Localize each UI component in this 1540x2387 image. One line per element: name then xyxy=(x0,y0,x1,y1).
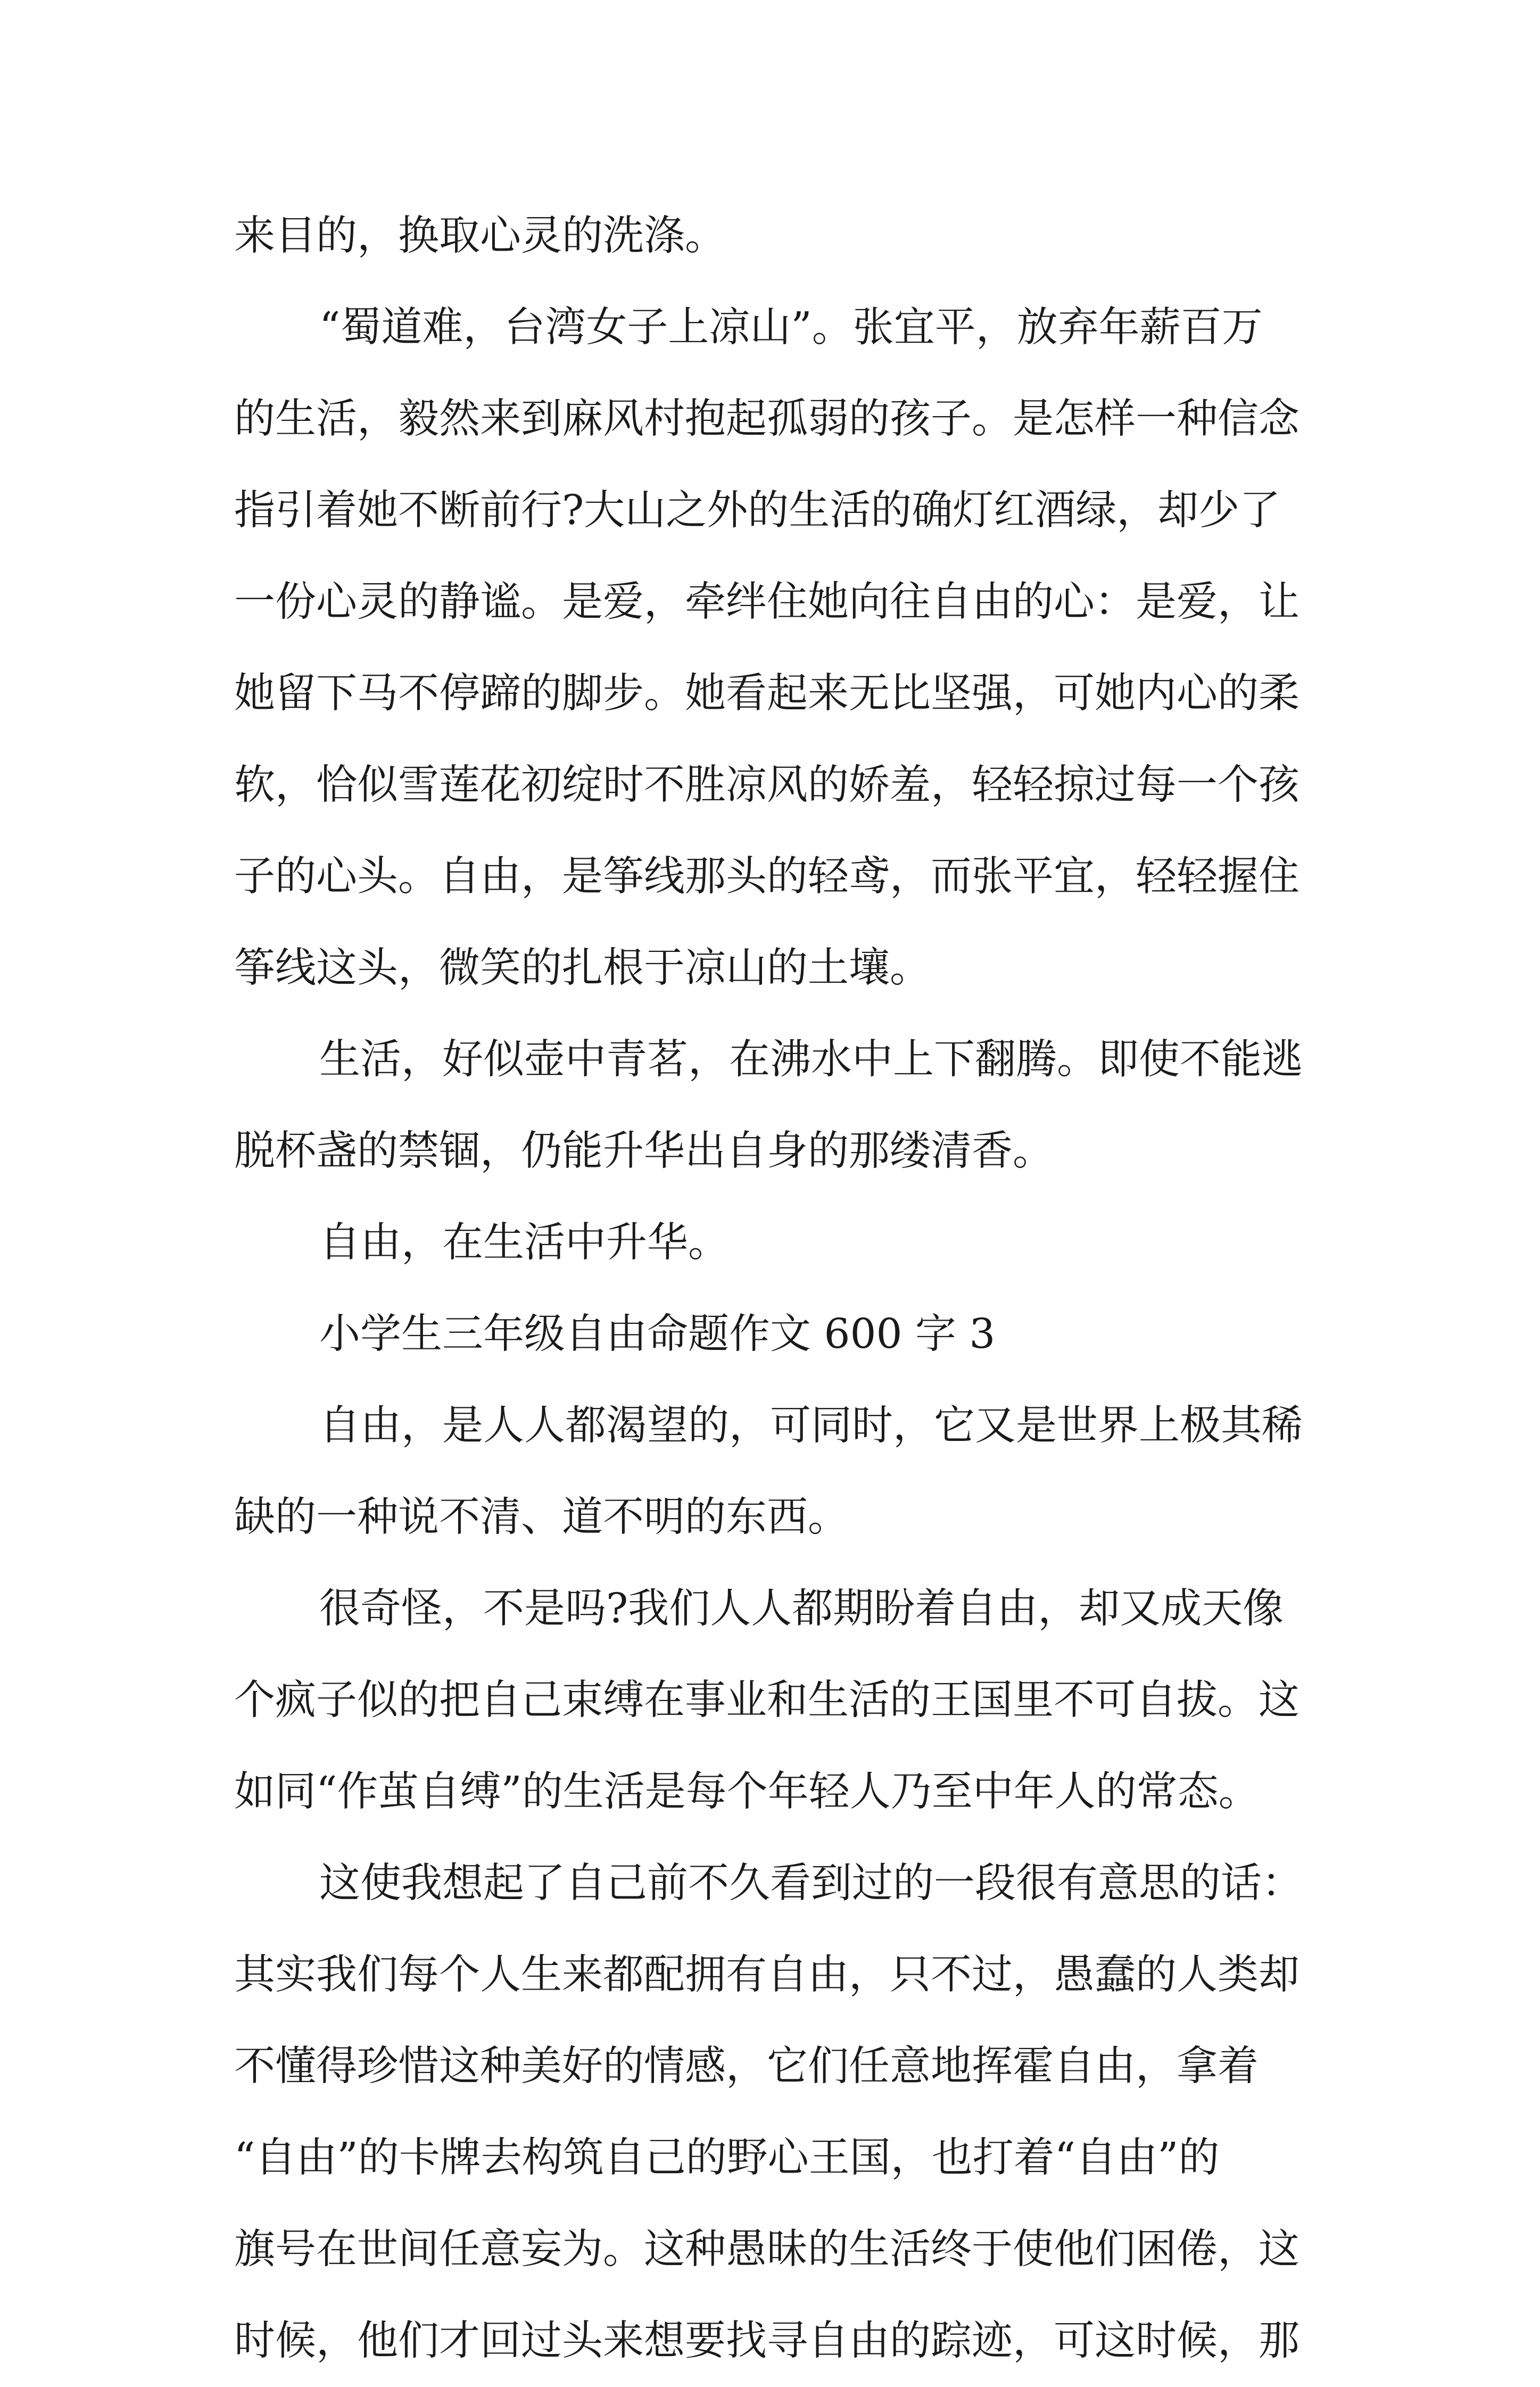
text-line: 自由，在生活中升华。 xyxy=(319,1219,729,1266)
text-line: 的生活，毅然来到麻风村抱起孤弱的孩子。是怎样一种信念 xyxy=(234,395,1299,443)
text-line: 生活，好似壶中青茗，在沸水中上下翻腾。即使不能逃 xyxy=(319,1036,1303,1083)
text-line: 其实我们每个人生来都配拥有自由，只不过，愚蠢的人类却 xyxy=(234,1951,1299,1999)
text-line: 小学生三年级自由命题作文 600 字 3 xyxy=(319,1311,996,1358)
text-line: 很奇怪，不是吗?我们人人都期盼着自由，却又成天像 xyxy=(319,1585,1284,1632)
text-line: 不懂得珍惜这种美好的情感，它们任意地挥霍自由，拿着 xyxy=(234,2043,1259,2090)
text-line: 子的心头。自由，是筝线那头的轻鸢，而张平宜，轻轻握住 xyxy=(234,853,1299,900)
text-line: 一份心灵的静谧。是爱，牵绊住她向往自由的心：是爱，让 xyxy=(234,578,1299,626)
text-line: 这使我想起了自己前不久看到过的一段很有意思的话： xyxy=(319,1860,1303,1907)
text-line: “蜀道难，台湾女子上凉山”。张宜平，放弃年薪百万 xyxy=(319,304,1263,351)
text-line: 旗号在世间任意妄为。这种愚昧的生活终于使他们困倦，这 xyxy=(234,2226,1299,2273)
text-line: 她留下马不停蹄的脚步。她看起来无比坚强，可她内心的柔 xyxy=(234,670,1299,717)
text-line: 时候，他们才回过头来想要找寻自由的踪迹，可这时候，那 xyxy=(234,2317,1299,2365)
text-line: 脱杯盏的禁锢，仍能升华出自身的那缕清香。 xyxy=(234,1128,1054,1175)
text-line: 软，恰似雪莲花初绽时不胜凉风的娇羞，轻轻掠过每一个孩 xyxy=(234,761,1299,809)
text-line: 如同“作茧自缚”的生活是每个年轻人乃至中年人的常态。 xyxy=(234,1768,1260,1816)
text-line: 指引着她不断前行?大山之外的生活的确灯红酒绿，却少了 xyxy=(234,487,1281,534)
essay-body xyxy=(234,190,1320,2387)
text-line: “自由”的卡牌去构筑自己的野心王国，也打着“自由”的 xyxy=(234,2134,1220,2182)
text-line: 缺的一种说不清、道不明的东西。 xyxy=(234,1494,849,1541)
text-line: 来目的，换取心灵的洗涤。 xyxy=(234,212,726,260)
text-line: 个疯子似的把自己束缚在事业和生活的王国里不可自拔。这 xyxy=(234,1677,1299,1724)
text-line: 自由，是人人都渴望的，可同时，它又是世界上极其稀 xyxy=(319,1402,1303,1449)
text-line: 筝线这头，微笑的扎根于凉山的土壤。 xyxy=(234,944,931,992)
